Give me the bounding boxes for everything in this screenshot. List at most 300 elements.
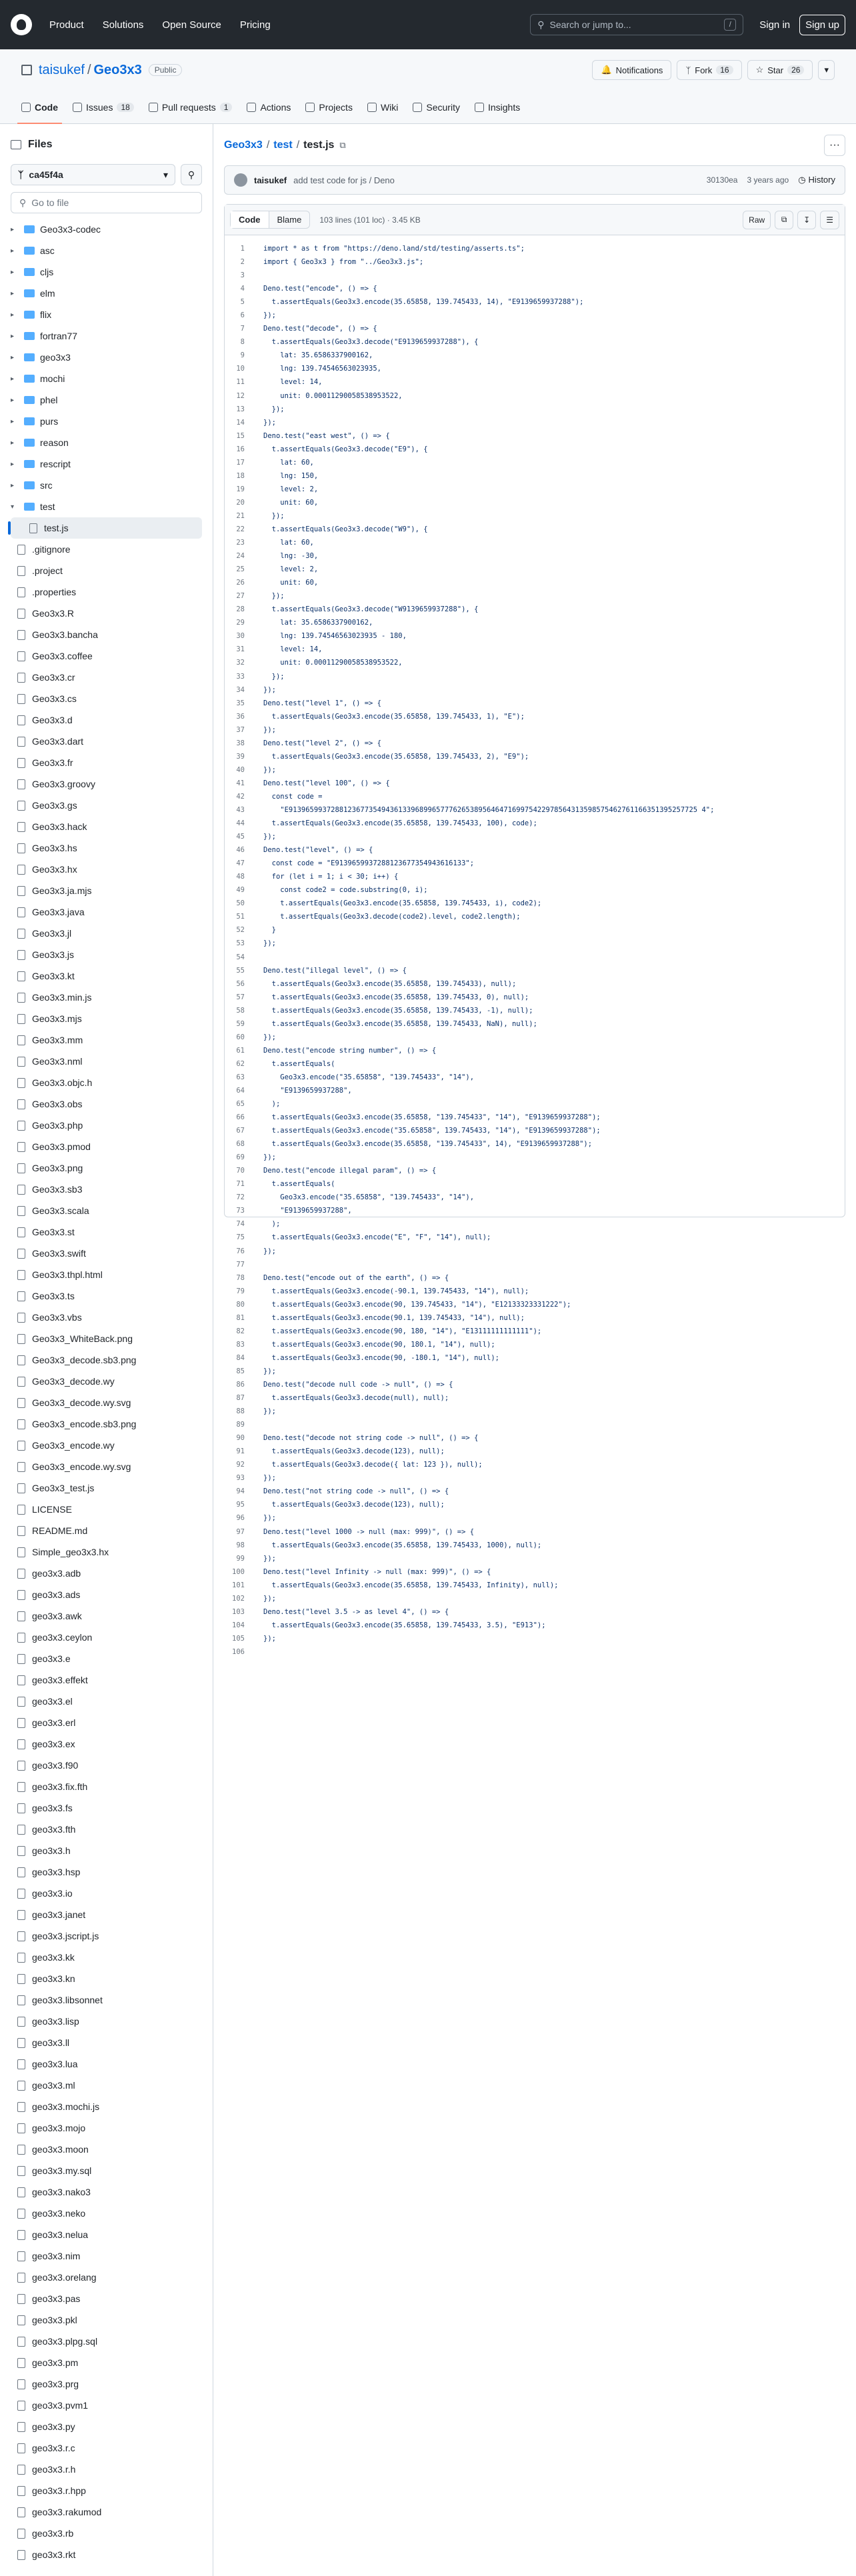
tree-file[interactable] [11,1307,202,1328]
tree-file[interactable] [11,1136,202,1157]
tree-file[interactable] [11,1285,202,1307]
tree-file[interactable] [11,923,202,944]
line-number: 45 [236,833,245,841]
line-text: lat: 60, [263,458,314,467]
tree-file[interactable] [11,1456,202,1477]
tree-file-label: geo3x3.pvm1 [32,2400,89,2411]
commit-message[interactable]: add test code for js / Deno [293,175,395,185]
line-number: 21 [236,511,245,520]
code-line [225,1351,845,1365]
tree-file[interactable] [11,645,202,667]
tree-file[interactable] [11,2245,202,2267]
branch-icon: ᛉ [18,169,24,180]
tree-file[interactable] [11,816,202,837]
code-line [225,1084,845,1097]
tree-file[interactable] [11,859,202,880]
line-text: t.assertEquals(Geo3x3.encode(35.65858, 139.745433, 100), code); [263,819,537,828]
line-text: Deno.test("decode null code -> null", () => { [263,1381,453,1389]
tree-file[interactable] [11,1669,202,1691]
top-nav-item[interactable]: Solutions [102,19,144,31]
tree-file[interactable] [11,1115,202,1136]
top-nav [49,19,271,31]
tree-file[interactable] [11,1413,202,1435]
tree-file[interactable] [11,2053,202,2075]
breadcrumb-separator: / [296,139,300,151]
file-search-button[interactable] [181,164,202,185]
tree-file[interactable] [11,2437,202,2459]
tree-file-label: geo3x3.orelang [32,2272,97,2283]
line-number: 94 [236,1487,245,1496]
repo-owner-link[interactable]: taisukef [39,62,85,77]
tree-file[interactable] [11,1520,202,1541]
tree-file[interactable] [11,1328,202,1349]
tree-file[interactable] [11,1264,202,1285]
tree-file[interactable] [11,1008,202,1029]
tree-file[interactable] [11,2160,202,2181]
tree-file-label: Geo3x3.php [32,1120,83,1131]
code-line [225,1565,845,1579]
tab-label: Insights [487,102,521,113]
tree-file[interactable] [11,1605,202,1627]
chevron-down-icon: ▾ [163,169,168,180]
tree-file[interactable] [11,1797,202,1819]
tree-file[interactable] [11,1072,202,1093]
tree-file[interactable] [11,880,202,901]
tree-file-label: Geo3x3_decode.wy [32,1376,115,1387]
tree-dir[interactable] [11,261,202,283]
tree-file[interactable] [11,1563,202,1584]
tree-file-label: geo3x3.f90 [32,1760,79,1771]
chevron-down-icon: ▾ [824,65,829,75]
copy-raw-button[interactable] [775,211,793,229]
line-text: Deno.test("level", () => { [263,846,373,855]
tree-file-label: test.js [44,523,69,533]
tree-file[interactable] [11,2459,202,2480]
raw-button[interactable]: Raw [743,211,771,229]
line-number: 74 [236,1220,245,1229]
tree-file[interactable] [11,2544,202,2565]
tab-projects[interactable] [305,91,353,124]
code-line [225,1539,845,1552]
tree-file[interactable] [11,2203,202,2224]
tree-file[interactable] [11,1755,202,1776]
tree-file-label: Geo3x3.vbs [32,1312,82,1323]
bell-icon: 🔔 [601,65,612,75]
tree-file[interactable] [11,1371,202,1392]
tab-code[interactable] [21,91,58,124]
tree-file-label: Geo3x3.hack [32,821,87,832]
code-line [225,456,845,469]
breadcrumb-repo-link[interactable]: Geo3x3 [224,139,263,151]
code-line [225,656,845,669]
file-tree [11,219,202,2565]
file-icon [17,929,25,939]
file-icon [17,1142,25,1152]
file-icon [17,2251,25,2261]
tree-file[interactable] [11,773,202,795]
line-text: lng: 139.74546563023935 - 180, [263,632,407,641]
line-number: 57 [236,993,245,1001]
search-input[interactable]: ⚲ Search or jump to... / [530,14,743,35]
sidebar-toggle-icon[interactable] [11,140,21,149]
github-logo-icon[interactable] [11,14,32,35]
line-text: Deno.test("east west", () => { [263,431,390,440]
line-number: 71 [236,1180,245,1189]
tab-label: Code [35,102,58,113]
tree-file[interactable] [11,1392,202,1413]
star-dropdown-button[interactable] [818,60,835,80]
line-number: 78 [236,1273,245,1282]
folder-icon [24,247,35,255]
code-line [225,589,845,603]
tree-dir[interactable] [11,389,202,411]
file-icon [17,993,25,1003]
line-text: import { Geo3x3 } from "../Geo3x3.js"; [263,258,424,267]
file-icon [17,1547,25,1557]
commit-hash[interactable]: 30130ea [706,175,738,185]
code-line [225,1204,845,1217]
copy-path-icon[interactable]: ⧉ [339,140,346,150]
file-icon [17,2187,25,2197]
file-icon [17,1057,25,1067]
tree-file-label: geo3x3.pkl [32,2315,77,2325]
symbols-icon: ☰ [826,215,833,225]
tree-file[interactable] [11,709,202,731]
sign-up-button[interactable]: Sign up [799,15,845,35]
tree-file[interactable] [11,2501,202,2523]
code-line [225,1298,845,1311]
avatar [234,173,247,187]
line-number: 7 [240,325,245,333]
tree-file-label: geo3x3.erl [32,1717,76,1728]
line-text: "E9139659937288123677354943613396899657776265389564647169975422978564313598575462761166351395257725 4"; [263,805,715,814]
tree-file[interactable] [11,795,202,816]
tree-file[interactable] [11,1904,202,1925]
tree-file[interactable] [11,1435,202,1456]
chevron-icon: ▸ [11,439,15,447]
file-meta: 103 lines (101 loc) · 3.45 KB [319,215,421,225]
tree-dir[interactable] [11,325,202,347]
line-text: }); [263,725,276,734]
line-text: t.assertEquals(Geo3x3.encode(35.65858, 139.745433, -1), null); [263,1006,533,1015]
tree-file[interactable] [11,2267,202,2288]
code-line [225,1485,845,1498]
code-line [225,1177,845,1191]
tree-file[interactable] [11,1968,202,1989]
code-line [225,1124,845,1137]
code-line [225,322,845,335]
tree-dir[interactable] [11,496,202,517]
line-number: 61 [236,1046,245,1055]
file-icon [17,2379,25,2389]
code-line [225,335,845,349]
tree-file[interactable] [11,1349,202,1371]
code-line [225,1271,845,1285]
top-nav-item[interactable]: Product [49,19,84,31]
line-number: 60 [236,1033,245,1041]
line-number: 62 [236,1059,245,1068]
tree-file-label: Geo3x3.d [32,715,73,725]
line-text: import * as t from "https://deno.land/std/testing/asserts.ts"; [263,245,525,253]
tree-file[interactable] [11,1925,202,1947]
tree-file[interactable] [11,2139,202,2160]
tree-file[interactable] [11,752,202,773]
tree-file[interactable] [11,1541,202,1563]
line-number: 50 [236,899,245,908]
file-icon [17,2102,25,2112]
blame-tab[interactable]: Blame [277,215,302,225]
tree-file-label: geo3x3.rkt [32,2549,76,2560]
tree-file[interactable] [11,1989,202,2011]
tree-file[interactable] [11,2181,202,2203]
file-icon [17,694,25,704]
symbols-button[interactable] [820,211,839,229]
tree-file-label: geo3x3.nako3 [32,2187,91,2197]
tree-file[interactable] [11,2011,202,2032]
tree-dir-label: reason [40,437,69,448]
file-icon [17,2017,25,2027]
line-number: 11 [236,378,245,387]
tree-file[interactable] [11,2395,202,2416]
tree-file-label: geo3x3.jscript.js [32,1931,99,1941]
tree-file[interactable] [11,2480,202,2501]
code-line [225,1365,845,1378]
tree-file[interactable] [11,1499,202,1520]
tree-file[interactable] [11,624,202,645]
tree-file[interactable] [11,1029,202,1051]
tree-file[interactable] [11,944,202,965]
tree-file[interactable] [11,1200,202,1221]
tree-file[interactable] [11,2352,202,2373]
history-icon: ◷ [798,175,806,185]
branch-selector[interactable]: ᛉ ca45f4a ▾ [11,164,175,185]
tree-file-label: geo3x3.kn [32,1973,75,1984]
line-number: 20 [236,498,245,507]
line-number: 80 [236,1300,245,1309]
tab-label: Projects [319,102,353,113]
go-to-file-input[interactable]: ⚲ Go to file [11,192,202,213]
tree-file[interactable] [11,2224,202,2245]
tree-dir[interactable] [11,432,202,453]
line-number: 35 [236,699,245,707]
line-text: t.assertEquals( [263,1180,335,1189]
code-line [225,1498,845,1511]
tree-file[interactable] [11,1243,202,1264]
top-nav-item[interactable]: Open Source [162,19,221,31]
file-icon [17,609,25,619]
line-number: 82 [236,1327,245,1335]
tree-file-label: Geo3x3.cs [32,693,77,704]
file-icon [17,2486,25,2496]
line-number: 76 [236,1247,245,1255]
line-text: }); [263,685,276,694]
tree-dir[interactable] [11,453,202,475]
file-icon [17,1761,25,1771]
star-count: 26 [787,65,804,75]
tab-security[interactable] [413,91,460,124]
tree-file[interactable] [11,1179,202,1200]
tree-file[interactable] [11,2075,202,2096]
tree-file-label: Geo3x3.hs [32,843,77,853]
tree-file[interactable] [11,1584,202,1605]
tree-dir-label: elm [40,288,55,299]
folder-icon [24,375,35,383]
tab-issues[interactable] [73,91,134,124]
tree-dir-label: mochi [40,373,65,384]
history-button[interactable]: ◷ History [798,175,835,185]
tree-file[interactable] [11,731,202,752]
download-button[interactable] [797,211,816,229]
tree-file[interactable] [11,2331,202,2352]
tree-file[interactable] [11,1477,202,1499]
tree-file[interactable] [11,2416,202,2437]
chevron-icon: ▸ [11,353,15,361]
tree-file-label: Geo3x3.mm [32,1035,83,1045]
tree-file[interactable] [11,1627,202,1648]
tree-file-label: Geo3x3_decode.sb3.png [32,1355,137,1365]
folder-icon [24,417,35,425]
tab-actions[interactable] [247,91,291,124]
tree-dir[interactable] [11,347,202,368]
tree-file[interactable] [11,1712,202,1733]
tree-dir[interactable] [11,219,202,240]
tree-file[interactable] [11,1051,202,1072]
file-icon [17,1462,25,1472]
file-icon [17,1995,25,2005]
tree-file[interactable] [11,2288,202,2309]
tree-file[interactable] [11,1691,202,1712]
file-icon [17,2507,25,2517]
line-number: 95 [236,1501,245,1509]
code-line [225,870,845,883]
line-number: 38 [236,739,245,747]
site-header [0,0,856,49]
tree-file[interactable] [11,2032,202,2053]
notifications-button[interactable]: 🔔 Notifications [592,60,671,80]
tree-file[interactable] [11,688,202,709]
line-number: 70 [236,1167,245,1175]
line-number: 18 [236,471,245,480]
tree-dir[interactable] [11,240,202,261]
tree-file[interactable] [11,1883,202,1904]
tree-file[interactable] [11,539,202,560]
star-button[interactable]: ☆ Star 26 [747,60,813,80]
tree-dir[interactable] [11,475,202,496]
tree-file-label: geo3x3.pm [32,2357,79,2368]
tree-file[interactable] [11,837,202,859]
tree-file[interactable] [11,2096,202,2117]
line-text: t.assertEquals(Geo3x3.encode(90, 180.1, "14"), null); [263,1340,495,1349]
tree-file[interactable] [11,1093,202,1115]
fork-button[interactable]: ᛉ Fork 16 [677,60,741,80]
tree-file-label: .gitignore [32,544,71,555]
code-line [225,723,845,737]
line-text: }); [263,511,285,520]
tree-file[interactable] [11,1221,202,1243]
code-line [225,1511,845,1525]
tree-file-selected[interactable] [11,517,202,539]
code-line [225,403,845,416]
code-lines[interactable] [225,235,845,1665]
tree-file[interactable] [11,1947,202,1968]
breadcrumb-dir-link[interactable]: test [273,139,293,151]
tree-file[interactable] [11,560,202,581]
chevron-icon: ▸ [11,225,15,233]
slash-key-hint: / [724,19,736,31]
tree-file[interactable] [11,581,202,603]
tree-file[interactable] [11,1840,202,1861]
tree-file[interactable] [11,1776,202,1797]
tree-file[interactable] [11,2373,202,2395]
tree-dir[interactable] [11,283,202,304]
tree-file[interactable] [11,987,202,1008]
file-icon [17,1590,25,1600]
tab-label: Issues [86,102,113,113]
tree-file[interactable] [11,1648,202,1669]
repo-header [0,49,856,124]
tree-file[interactable] [11,2117,202,2139]
tree-file[interactable] [11,1733,202,1755]
tree-dir[interactable] [11,368,202,389]
sign-in-link[interactable]: Sign in [759,19,791,31]
line-number: 58 [236,1006,245,1015]
chevron-icon: ▸ [11,332,15,340]
file-icon [17,1185,25,1195]
line-text: }); [263,1247,276,1255]
tab-pull-requests[interactable] [149,91,233,124]
tree-file[interactable] [11,1819,202,1840]
code-line [225,629,845,643]
line-text: t.assertEquals(Geo3x3.encode("35.65858", 139.745433, "14"), "E9139659937288"); [263,1127,601,1135]
line-number: 99 [236,1554,245,1563]
tree-file-label: Simple_geo3x3.hx [32,1547,109,1557]
tree-dir[interactable] [11,304,202,325]
tree-file[interactable] [11,2309,202,2331]
line-text: Deno.test("level 3.5 -> as level 4", () => { [263,1607,449,1616]
code-line [225,255,845,269]
line-text: }); [263,1033,276,1041]
line-number: 34 [236,685,245,694]
tree-file[interactable] [11,667,202,688]
tree-file-label: README.md [32,1525,88,1536]
tab-icon [367,103,377,112]
file-icon [17,2358,25,2368]
tree-file[interactable] [11,1157,202,1179]
more-options-button[interactable] [824,135,845,156]
commit-author[interactable]: taisukef [254,175,287,185]
line-number: 63 [236,1073,245,1081]
top-nav-item[interactable]: Pricing [239,19,271,31]
line-number: 32 [236,659,245,667]
tree-file-label: geo3x3.neko [32,2208,86,2219]
code-line [225,1258,845,1271]
tree-file[interactable] [11,2523,202,2544]
tree-file[interactable] [11,965,202,987]
tab-insights[interactable] [475,91,520,124]
file-icon [17,2294,25,2304]
folder-icon [24,503,35,511]
tree-dir[interactable] [11,411,202,432]
tree-file[interactable] [11,901,202,923]
code-tab[interactable]: Code [231,211,269,228]
tab-wiki[interactable] [367,91,398,124]
repo-name-link[interactable]: Geo3x3 [93,62,142,77]
line-text: Deno.test("level 100", () => { [263,779,390,787]
tree-file[interactable] [11,603,202,624]
tree-file-label: Geo3x3.objc.h [32,1077,93,1088]
tree-file[interactable] [11,1861,202,1883]
tree-dir-label: rescript [40,459,71,469]
